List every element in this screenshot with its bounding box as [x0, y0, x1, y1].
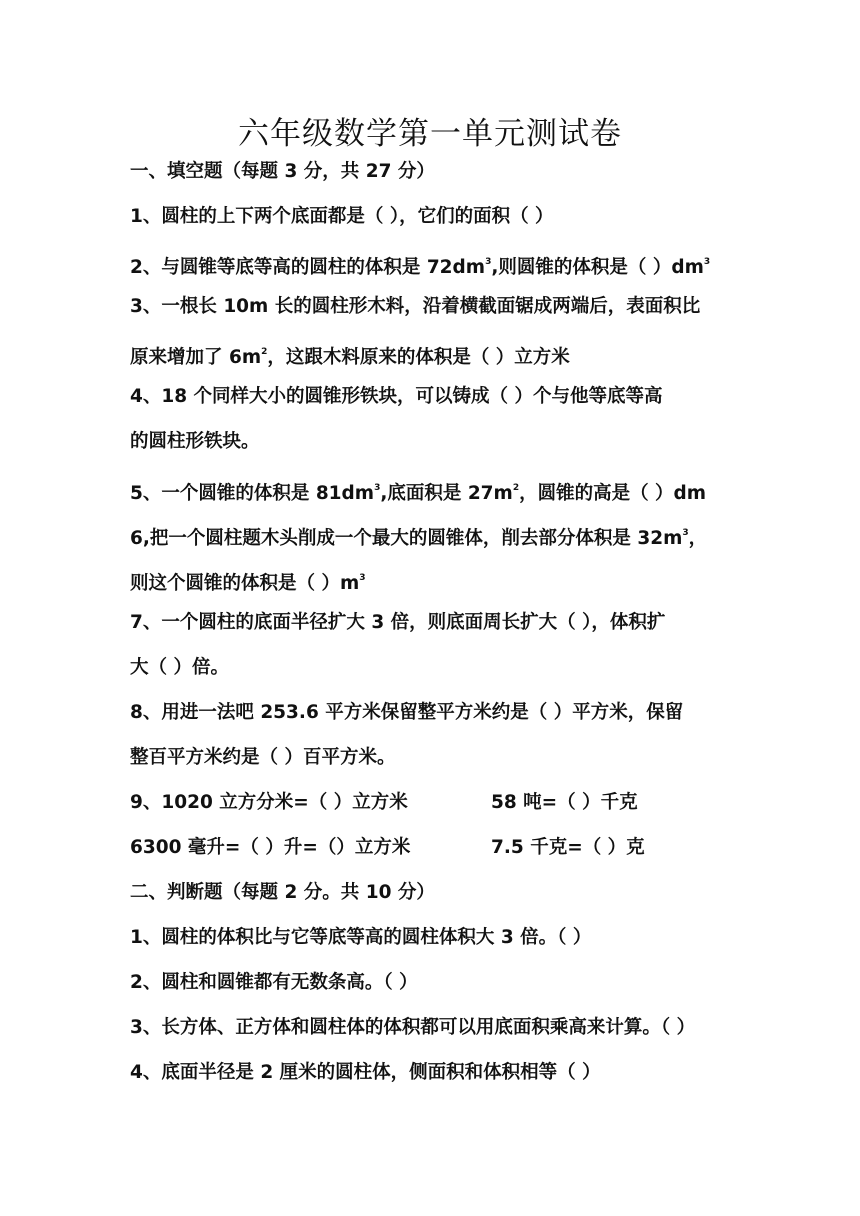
q5-text-a: 5、一个圆锥的体积是 81dm: [130, 483, 375, 504]
question-1-8-line2: 整百平方米约是（ ）百平方米。: [130, 747, 396, 768]
question-1-3-line1: 3、一根长 10m 长的圆柱形木料，沿着横截面锯成两端后，表面积比: [130, 296, 701, 317]
q5-superscript-2: 2: [512, 483, 520, 493]
section1-heading: 一、填空题（每题 3 分，共 27 分）: [130, 161, 435, 182]
question-1-3-line2: [130, 340, 570, 370]
q5-superscript-1: 3: [374, 483, 381, 493]
q2-text-b: ,则圆锥的体积是（ ）dm: [491, 257, 704, 278]
page-title: 六年级数学第一单元测试卷: [238, 116, 622, 152]
question-1-9-line2-right: 7.5 千克=（ ）克: [491, 837, 645, 858]
question-1-8-line1: 8、用进一法吧 253.6 平方米保留整平方米约是（ ）平方米，保留: [130, 702, 684, 723]
q5-text-c: ，圆锥的高是（ ）dm: [519, 483, 707, 504]
q2-text-a: 2、与圆锥等底等高的圆柱的体积是 72dm: [130, 257, 486, 278]
question-1-9-line1-right: 58 吨=（ ）千克: [491, 792, 638, 813]
question-1-6-line1: [130, 521, 707, 551]
q6-text-b: ，: [688, 528, 708, 549]
question-1-7-line1: 7、一个圆柱的底面半径扩大 3 倍，则底面周长扩大（ ），体积扩: [130, 612, 666, 633]
question-1-2: [130, 250, 710, 280]
q6-text-a: 6,把一个圆柱题木头削成一个最大的圆锥体，削去部分体积是 32m: [130, 528, 683, 549]
question-1-4-line1: 4、18 个同样大小的圆锥形铁块，可以铸成（ ）个与他等底等高: [130, 386, 663, 407]
question-1-5: [130, 476, 706, 506]
q3-superscript: 2: [261, 347, 268, 357]
question-1-7-line2: 大（ ）倍。: [130, 657, 229, 678]
question-2-3: 3、长方体、正方体和圆柱体的体积都可以用底面积乘高来计算。（ ）: [130, 1017, 696, 1038]
question-1-9-line2-left: 6300 毫升=（ ）升=（）立方米: [130, 837, 411, 858]
question-2-2: 2、圆柱和圆锥都有无数条高。（ ）: [130, 972, 418, 993]
question-1-9-line1-left: 9、1020 立方分米=（ ）立方米: [130, 792, 408, 813]
question-1-1: 1、圆柱的上下两个底面都是（ ），它们的面积（ ）: [130, 206, 554, 227]
q3-text-b: ，这跟木料原来的体积是（ ）立方米: [267, 347, 570, 368]
section2-heading: 二、判断题（每题 2 分。共 10 分）: [130, 882, 435, 903]
question-1-6-line2: [130, 566, 365, 596]
q2-superscript-1: 3: [485, 257, 492, 267]
q6-superscript-2: 3: [359, 573, 366, 583]
q2-superscript-2: 3: [703, 257, 711, 267]
question-1-4-line2: 的圆柱形铁块。: [130, 431, 260, 452]
q6-line2-text: 则这个圆锥的体积是（ ）m: [130, 573, 360, 594]
q3-text-a: 原来增加了 6m: [130, 347, 262, 368]
q5-text-b: ,底面积是 27m: [380, 483, 513, 504]
question-2-1: 1、圆柱的体积比与它等底等高的圆柱体积大 3 倍。（ ）: [130, 927, 592, 948]
q6-superscript-1: 3: [682, 528, 689, 538]
question-2-4: 4、底面半径是 2 厘米的圆柱体，侧面积和体积相等（ ）: [130, 1062, 601, 1083]
